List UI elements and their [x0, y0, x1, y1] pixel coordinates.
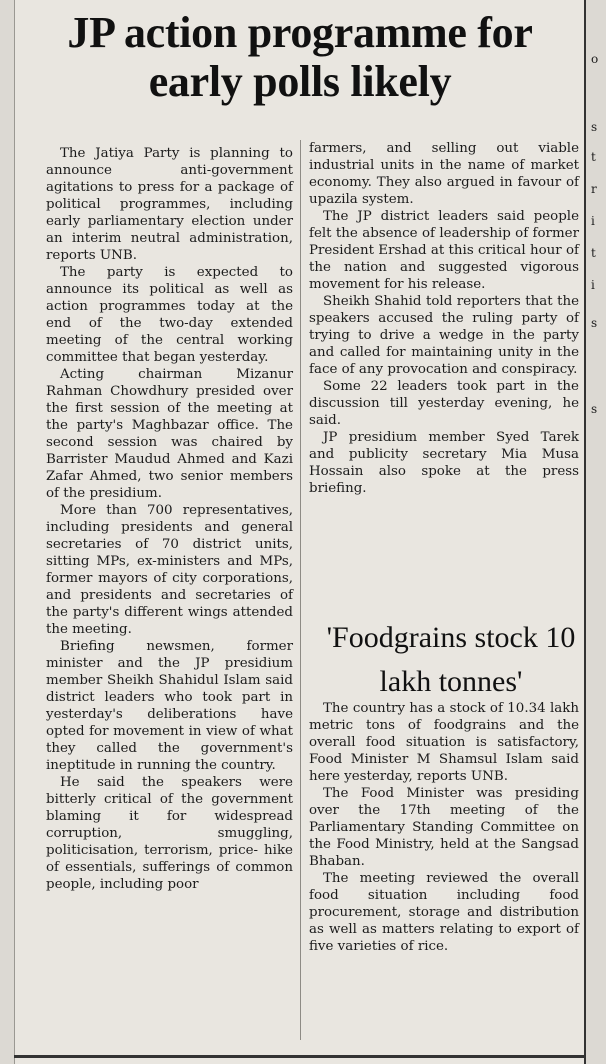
edge-fragment: t	[591, 246, 596, 260]
sidebar-paragraph: The Food Minister was presiding over the 17th meeting of the Parliamentary Standing Committee on the Food Ministry, held at the Sangsad Bhaban.	[309, 786, 579, 869]
article-paragraph: JP presidium member Syed Tarek and publicity secretary Mia Musa Hossain also spoke at the press briefing.	[309, 430, 579, 496]
edge-fragment: s	[591, 402, 598, 416]
article-paragraph: The Jatiya Party is planning to announce anti-government agitations to press for a package of political programmes, including early parliamentary election under an interim neutral administration, reports UNB.	[46, 146, 293, 263]
article-paragraph: Sheikh Shahid told reporters that the speakers accused the ruling party of trying to drive a wedge in the party and called for maintaining unity in the face of any provocation and conspiracy.	[309, 294, 579, 377]
bottom-rule	[14, 1055, 586, 1058]
article-paragraph: More than 700 representatives, including presidents and general secretaries of 70 district units, sitting MPs, ex-ministers and MPs, former mayors of city corporations, and presidents and secretaries of the party's different wings attended the meeting.	[46, 503, 293, 637]
sidebar-paragraph: The country has a stock of 10.34 lakh metric tons of foodgrains and the overall food situation is satisfactory, Food Minister M Shamsul Islam said here yesterday, reports UNB.	[309, 701, 579, 784]
edge-fragment: s	[591, 120, 598, 134]
column-divider	[300, 140, 301, 1040]
article-paragraph: He said the speakers were bitterly critical of the government blaming it for widespread corruption, smuggling, politicisation, terrorism, price- hike of essentials, sufferings of common people, including poor	[46, 775, 293, 892]
edge-fragment: s	[591, 316, 598, 330]
sidebar-headline: 'Foodgrains stock 10 lakh tonnes'	[326, 621, 576, 698]
edge-fragment: r	[591, 182, 597, 196]
edge-fragment: t	[591, 150, 596, 164]
adjacent-column-edge	[584, 0, 606, 1064]
article-column-2	[309, 140, 579, 497]
edge-fragment: i	[591, 278, 595, 292]
article-paragraph: The party is expected to announce its political as well as action programmes today at the end of the two-day extended meeting of the central working committee that began yesterday.	[46, 265, 293, 365]
article-paragraph: Acting chairman Mizanur Rahman Chowdhury presided over the first session of the meeting at the party's Maghbazar office. The second session was chaired by Barrister Maudud Ahmed and Kazi Zafar Ahmed, two senior members of the presidium.	[46, 367, 293, 501]
sidebar-paragraph: The meeting reviewed the overall food situation including food procurement, storage and distribution as well as matters relating to export of five varieties of rice.	[309, 871, 579, 954]
edge-fragment: i	[591, 214, 595, 228]
article-column-1	[46, 145, 293, 893]
edge-fragment: o	[591, 52, 599, 66]
page-left-margin	[0, 0, 15, 1064]
sidebar-article-body	[309, 700, 579, 955]
article-paragraph: Briefing newsmen, former minister and the JP presidium member Sheikh Shahidul Islam said district leaders who took part in yesterday's deliberations have opted for movement in view of what they called the government's ineptitude in running the country.	[46, 639, 293, 773]
article-paragraph: Some 22 leaders took part in the discussion till yesterday evening, he said.	[309, 379, 579, 428]
article-paragraph: The JP district leaders said people felt the absence of leadership of former President Ershad at this critical hour of the nation and suggested vigorous movement for his release.	[309, 209, 579, 292]
article-paragraph: farmers, and selling out viable industrial units in the name of market economy. They also argued in favour of upazila system.	[309, 141, 579, 207]
article-headline: JP action programme for early polls likely	[67, 8, 533, 106]
